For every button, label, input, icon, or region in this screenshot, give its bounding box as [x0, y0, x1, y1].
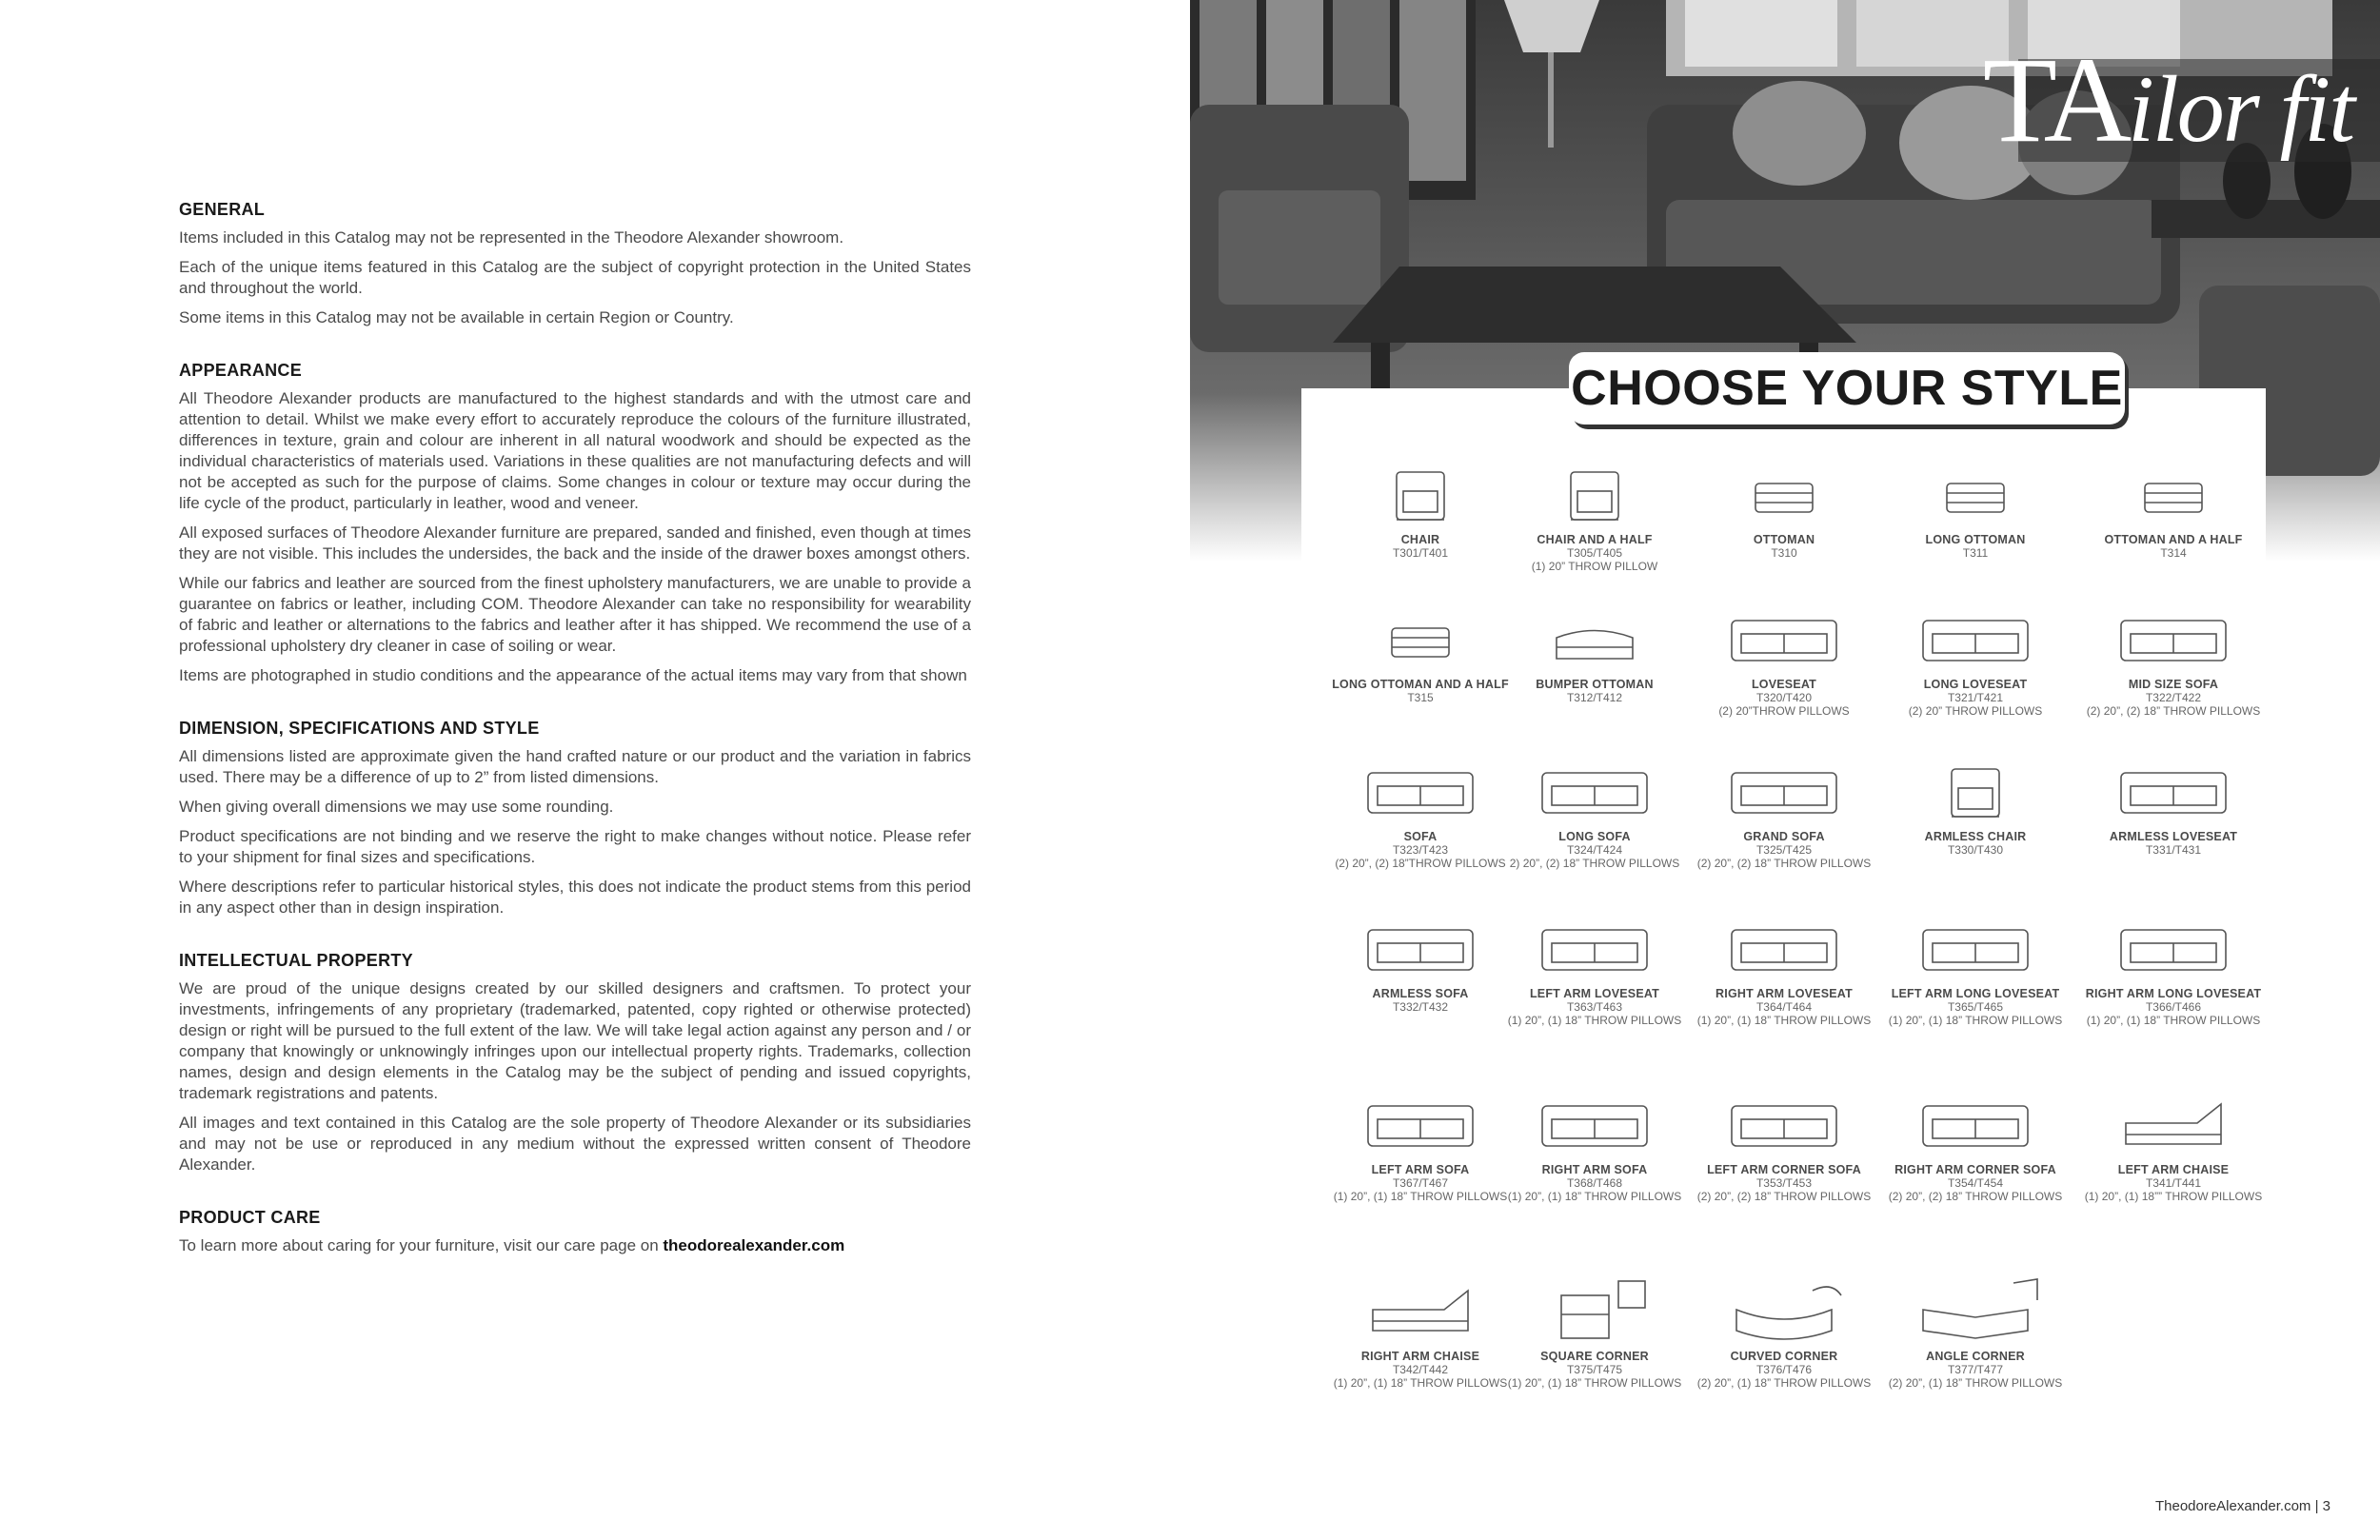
furniture-icon — [1909, 1085, 2042, 1161]
footer-separator: | — [2314, 1498, 2319, 1514]
style-item — [1694, 455, 1874, 560]
item-name: LONG SOFA — [1558, 830, 1631, 843]
furniture-icon — [1528, 1085, 1661, 1161]
furniture-icon — [1528, 600, 1661, 676]
item-code: T375/T475 — [1566, 1363, 1623, 1376]
paragraph: While our fabrics and leather are sourced from the finest upholstery manufacturers, we are unable to provide a guarantee on fabrics or leather, including COM. Theodore Alexander can take no responsibility for wearability of fabric and leather or alternations to the fabrics and leather after it has shipped. We recommend the use of a professional upholstery dry cleaner in case of soiling or wear. — [179, 574, 971, 655]
footer-site: TheodoreAlexander.com — [2154, 1498, 2311, 1514]
style-item — [1885, 455, 2066, 560]
style-item — [1330, 1272, 1511, 1390]
item-name: RIGHT ARM CHAISE — [1360, 1350, 1480, 1363]
style-item — [2083, 600, 2264, 718]
item-name: CHAIR AND A HALF — [1537, 533, 1653, 546]
style-item — [1504, 752, 1685, 870]
item-code: T341/T441 — [2145, 1176, 2202, 1190]
furniture-icon — [1528, 455, 1661, 531]
item-code: T365/T465 — [1947, 1000, 2004, 1014]
item-note: (2) 20”, (1) 18” THROW PILLOWS — [1888, 1376, 2063, 1390]
item-name: RIGHT ARM SOFA — [1541, 1163, 1648, 1176]
furniture-icon — [1528, 1272, 1661, 1348]
item-name: ARMLESS SOFA — [1372, 987, 1469, 1000]
furniture-icon — [2107, 455, 2240, 531]
paragraph: When giving overall dimensions we may use some rounding. — [179, 798, 614, 816]
item-name: MID SIZE SOFA — [2128, 678, 2219, 691]
style-item — [2083, 455, 2264, 560]
item-name: ANGLE CORNER — [1926, 1350, 2025, 1363]
care-link[interactable]: theodorealexander.com — [663, 1236, 845, 1254]
item-note: (2) 20”, (2) 18” THROW PILLOWS — [1696, 1190, 1872, 1203]
section-appearance — [179, 361, 971, 686]
section-dimensions — [179, 719, 971, 918]
item-code: T325/T425 — [1755, 843, 1813, 857]
item-code: T330/T430 — [1947, 843, 2004, 857]
paragraph: All exposed surfaces of Theodore Alexander furniture are prepared, sanded and finished, even though at times they are not visible. This includes the undersides, the back and the inside of the drawer boxes amongst others. — [179, 523, 971, 563]
item-note: (1) 20”, (1) 18” THROW PILLOWS — [1333, 1376, 1508, 1390]
style-item — [1330, 455, 1511, 560]
furniture-icon — [1354, 909, 1487, 985]
paragraph: All dimensions listed are approximate given the hand crafted nature or our product and the variation in fabrics used. There may be a difference of up to 2” from listed dimensions. — [179, 747, 971, 786]
item-code: T315 — [1407, 691, 1434, 704]
furniture-icon — [1909, 909, 2042, 985]
paragraph: Each of the unique items featured in this Catalog are the subject of copyright protection in the United States and throughout the world. — [179, 258, 971, 297]
style-item — [1885, 909, 2066, 1027]
item-code: T353/T453 — [1755, 1176, 1813, 1190]
section-heading: DIMENSION, SPECIFICATIONS AND STYLE — [179, 719, 540, 738]
item-name: LEFT ARM CHAISE — [2117, 1163, 2230, 1176]
style-item — [1330, 600, 1511, 704]
item-note: (1) 20”, (1) 18” THROW PILLOWS — [1333, 1190, 1508, 1203]
item-name: ARMLESS CHAIR — [1924, 830, 2027, 843]
item-code: T320/T420 — [1755, 691, 1813, 704]
item-code: T331/T431 — [2145, 843, 2202, 857]
terms-section — [179, 200, 971, 1289]
page-footer — [2155, 1498, 2330, 1514]
paragraph: Items are photographed in studio conditions and the appearance of the actual items may vary from that shown — [179, 666, 967, 684]
style-item — [1694, 600, 1874, 718]
style-item — [1504, 455, 1685, 573]
item-note: (1) 20” THROW PILLOW — [1531, 560, 1658, 573]
paragraph: All images and text contained in this Catalog are the sole property of Theodore Alexander or its subsidiaries and may not be use or reproduced in any medium without the expressed written consent of Theodore Alexander. — [179, 1114, 971, 1174]
item-code: T324/T424 — [1566, 843, 1623, 857]
furniture-icon — [1528, 752, 1661, 828]
item-note: (2) 20”, (2) 18” THROW PILLOWS — [1888, 1190, 2063, 1203]
item-code: T314 — [2160, 546, 2187, 560]
item-name: LEFT ARM LONG LOVESEAT — [1891, 987, 2060, 1000]
item-code: T310 — [1771, 546, 1797, 560]
paragraph: Where descriptions refer to particular historical styles, this does not indicate the product stems from this period in any aspect other than in design inspiration. — [179, 878, 971, 917]
paragraph: Product specifications are not binding and we reserve the right to make changes without notice. Please refer to your shipment for final sizes and specifications. — [179, 827, 971, 866]
furniture-icon — [1354, 600, 1487, 676]
item-note: (2) 20”, (2) 18” THROW PILLOWS — [1696, 857, 1872, 870]
item-name: CHAIR — [1400, 533, 1440, 546]
item-name: CURVED CORNER — [1730, 1350, 1838, 1363]
item-note: (1) 20”, (1) 18” THROW PILLOWS — [1507, 1376, 1682, 1390]
brand-big: TA — [1982, 32, 2129, 168]
item-name: RIGHT ARM LOVESEAT — [1716, 987, 1853, 1000]
furniture-icon — [1909, 752, 2042, 828]
furniture-icon — [1717, 600, 1851, 676]
item-name: RIGHT ARM CORNER SOFA — [1894, 1163, 2056, 1176]
furniture-icon — [1354, 1272, 1487, 1348]
section-intellectual-property — [179, 951, 971, 1175]
item-code: T323/T423 — [1392, 843, 1449, 857]
furniture-icon — [1717, 752, 1851, 828]
item-code: T354/T454 — [1947, 1176, 2004, 1190]
furniture-icon — [1909, 455, 2042, 531]
item-code: T301/T401 — [1392, 546, 1449, 560]
paragraph: All Theodore Alexander products are manufactured to the highest standards and with the utmost care and attention to detail. Whilst we make every effort to accurately reproduce the colours of the furniture illustrated, differences in texture, grain and colour are inherent in all natural woodwork and should be expected as the individual characteristics of materials used. Variations in these qualities are not manufacturing defects and will not be accepted as such for the purpose of claims. Some changes in colour or texture may occur during the life cycle of the product, particularly in leather, wood and veneer. — [179, 389, 971, 512]
item-code: T367/T467 — [1392, 1176, 1449, 1190]
style-item — [1694, 1085, 1874, 1203]
paragraph: Items included in this Catalog may not be represented in the Theodore Alexander showroom. — [179, 228, 844, 247]
furniture-icon — [1909, 1272, 2042, 1348]
furniture-icon — [1354, 455, 1487, 531]
item-note: (2) 20” THROW PILLOWS — [1908, 704, 2043, 718]
section-general — [179, 200, 971, 328]
right-page — [1190, 0, 2380, 1540]
item-name: BUMPER OTTOMAN — [1536, 678, 1654, 691]
item-note: (1) 20”, (1) 18” THROW PILLOWS — [2086, 1014, 2261, 1027]
item-note: (2) 20”THROW PILLOWS — [1718, 704, 1850, 718]
furniture-icon — [1717, 1085, 1851, 1161]
furniture-icon — [1717, 455, 1851, 531]
furniture-icon — [1354, 1085, 1487, 1161]
section-heading: INTELLECTUAL PROPERTY — [179, 951, 413, 970]
style-item — [1694, 752, 1874, 870]
paragraph: Some items in this Catalog may not be available in certain Region or Country. — [179, 308, 734, 326]
item-code: T332/T432 — [1392, 1000, 1449, 1014]
page-number: 3 — [2322, 1498, 2330, 1514]
brand-title — [1982, 32, 2353, 171]
style-item — [2083, 1085, 2264, 1203]
item-note: 2) 20”, (2) 18” THROW PILLOWS — [1509, 857, 1680, 870]
style-item — [1885, 1272, 2066, 1390]
furniture-icon — [1909, 600, 2042, 676]
furniture-icon — [1528, 909, 1661, 985]
furniture-icon — [2107, 752, 2240, 828]
item-note: (2) 20”, (1) 18” THROW PILLOWS — [1696, 1376, 1872, 1390]
section-heading: APPEARANCE — [179, 361, 303, 380]
style-item — [1330, 752, 1511, 870]
style-item — [1504, 600, 1685, 704]
item-note: (1) 20”, (1) 18”” THROW PILLOWS — [2084, 1190, 2263, 1203]
item-name: LONG OTTOMAN AND A HALF — [1332, 678, 1509, 691]
item-note: (2) 20”, (2) 18” THROW PILLOWS — [2086, 704, 2261, 718]
brand-small: ilor fit — [2128, 56, 2353, 162]
furniture-icon — [2107, 909, 2240, 985]
item-code: T312/T412 — [1566, 691, 1623, 704]
style-item — [1504, 1085, 1685, 1203]
style-title-box — [1569, 352, 2125, 424]
item-code: T305/T405 — [1566, 546, 1623, 560]
item-code: T311 — [1962, 546, 1989, 560]
item-code: T363/T463 — [1566, 1000, 1623, 1014]
care-text: To learn more about caring for your furniture, visit our care page on — [179, 1236, 664, 1254]
item-name: OTTOMAN — [1753, 533, 1815, 546]
item-code: T366/T466 — [2145, 1000, 2202, 1014]
item-code: T321/T421 — [1947, 691, 2004, 704]
item-note: (2) 20”, (2) 18”THROW PILLOWS — [1335, 857, 1506, 870]
item-name: LONG OTTOMAN — [1925, 533, 2026, 546]
item-code: T368/T468 — [1566, 1176, 1623, 1190]
section-heading: GENERAL — [179, 200, 266, 219]
item-name: LEFT ARM SOFA — [1371, 1163, 1470, 1176]
paragraph — [179, 1235, 971, 1256]
item-code: T377/T477 — [1947, 1363, 2004, 1376]
item-name: ARMLESS LOVESEAT — [2109, 830, 2238, 843]
item-name: LOVESEAT — [1751, 678, 1817, 691]
furniture-icon — [2107, 600, 2240, 676]
item-name: LONG LOVESEAT — [1923, 678, 2028, 691]
item-code: T322/T422 — [2145, 691, 2202, 704]
item-name: SQUARE CORNER — [1540, 1350, 1649, 1363]
style-item — [1885, 1085, 2066, 1203]
style-item — [1694, 1272, 1874, 1390]
style-item — [2083, 909, 2264, 1027]
item-code: T364/T464 — [1755, 1000, 1813, 1014]
item-name: RIGHT ARM LONG LOVESEAT — [2085, 987, 2262, 1000]
item-code: T342/T442 — [1392, 1363, 1449, 1376]
style-item — [1330, 909, 1511, 1014]
style-title: CHOOSE YOUR STYLE — [1571, 361, 2123, 416]
style-item — [1330, 1085, 1511, 1203]
item-note: (1) 20”, (1) 18” THROW PILLOWS — [1507, 1190, 1682, 1203]
item-name: LEFT ARM CORNER SOFA — [1707, 1163, 1861, 1176]
furniture-icon — [1354, 752, 1487, 828]
style-item — [1504, 909, 1685, 1027]
item-note: (1) 20”, (1) 18” THROW PILLOWS — [1888, 1014, 2063, 1027]
style-item — [1885, 752, 2066, 857]
item-name: OTTOMAN AND A HALF — [2104, 533, 2243, 546]
style-item — [1504, 1272, 1685, 1390]
furniture-icon — [1717, 1272, 1851, 1348]
item-code: T376/T476 — [1755, 1363, 1813, 1376]
item-name: GRAND SOFA — [1743, 830, 1825, 843]
style-item — [2083, 752, 2264, 857]
style-item — [1694, 909, 1874, 1027]
section-heading: PRODUCT CARE — [179, 1208, 321, 1227]
furniture-icon — [2107, 1085, 2240, 1161]
item-note: (1) 20”, (1) 18” THROW PILLOWS — [1507, 1014, 1682, 1027]
item-note: (1) 20”, (1) 18” THROW PILLOWS — [1696, 1014, 1872, 1027]
paragraph: We are proud of the unique designs created by our skilled designers and craftsmen. To protect your investments, infringements of any proprietary (trademarked, patented, copy righted or otherwise protected) design or right will be pursued to the full extent of the law. We will take legal action against any person and / or company that knowingly or unknowingly infringes upon our intellectual property rights. Trademarks, collection names, design and design elements in the Catalog may be the subject of pending and issued copyrights, trademark registrations and patents. — [179, 979, 971, 1102]
style-item — [1885, 600, 2066, 718]
item-name: LEFT ARM LOVESEAT — [1529, 987, 1660, 1000]
furniture-icon — [1717, 909, 1851, 985]
section-product-care — [179, 1208, 971, 1256]
item-name: SOFA — [1403, 830, 1438, 843]
